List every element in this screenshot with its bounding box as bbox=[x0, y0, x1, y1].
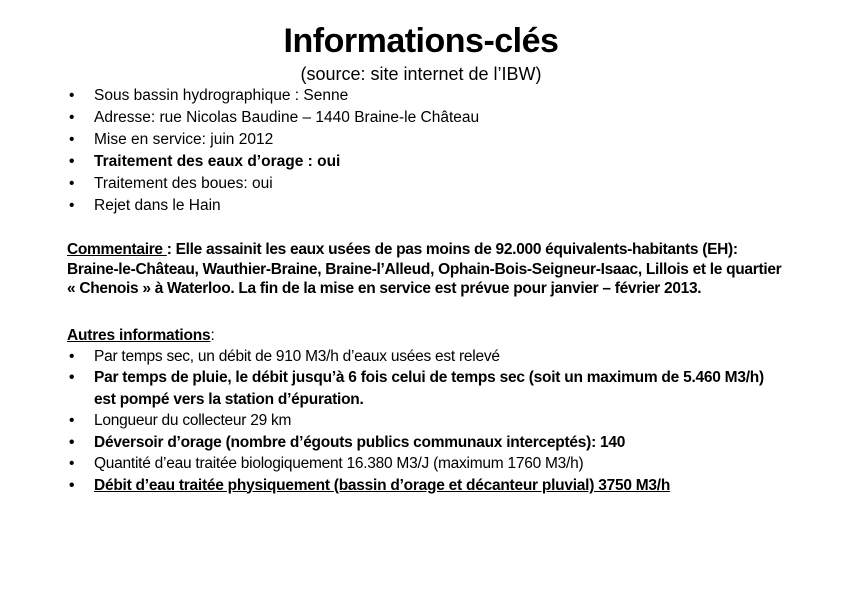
page-subtitle: (source: site internet de l’IBW) bbox=[300, 64, 542, 84]
list-item: • Sous bassin hydrographique : Senne bbox=[68, 85, 786, 107]
list-item: • Traitement des boues: oui bbox=[68, 173, 786, 195]
other-info-list bbox=[0, 346, 842, 497]
list-item bbox=[68, 475, 786, 497]
commentary-label: Commentaire bbox=[67, 241, 167, 258]
other-info-heading bbox=[67, 325, 782, 346]
list-item: • Adresse: rue Nicolas Baudine – 1440 Braine-le Château bbox=[68, 107, 786, 129]
list-item: • Traitement des eaux d’orage : oui bbox=[68, 151, 786, 173]
page-title: Informations-clés bbox=[283, 22, 559, 60]
list-item: • Par temps de pluie, le débit jusqu’à 6 fois celui de temps sec (soit un maximum de 5.460 M3/h) est pompé vers la station d’épuration. bbox=[68, 367, 786, 410]
other-info-label: Autres informations bbox=[67, 326, 211, 344]
list-item: • Rejet dans le Hain bbox=[68, 195, 786, 217]
list-item: • Longueur du collecteur 29 km bbox=[68, 410, 786, 432]
list-item-text: Débit d’eau traitée physiquement (bassin d’orage et décanteur pluvial) 3750 M3/h bbox=[94, 476, 671, 494]
list-item: • Quantité d’eau traitée biologiquement 16.380 M3/J (maximum 1760 M3/h) bbox=[68, 453, 786, 475]
commentary-paragraph bbox=[67, 240, 782, 299]
other-info-colon: : bbox=[210, 326, 215, 344]
list-item: • Déversoir d’orage (nombre d’égouts publics communaux interceptés): 140 bbox=[68, 432, 786, 454]
list-item: • Par temps sec, un débit de 910 M3/h d’eaux usées est relevé bbox=[68, 346, 786, 368]
key-facts-list bbox=[0, 85, 842, 217]
commentary-text: : Elle assainit les eaux usées de pas moins de 92.000 équivalents-habitants (EH): Braine-le-Château, Wauthier-Braine, Braine-l’Alleud, Ophain-Bois-Seigneur-Isaac, Lillois et le quartier « Chenois » à Waterloo. La fin de la mise en service est prévue pour janvier – février 2013. bbox=[67, 241, 782, 297]
list-item: • Mise en service: juin 2012 bbox=[68, 129, 786, 151]
